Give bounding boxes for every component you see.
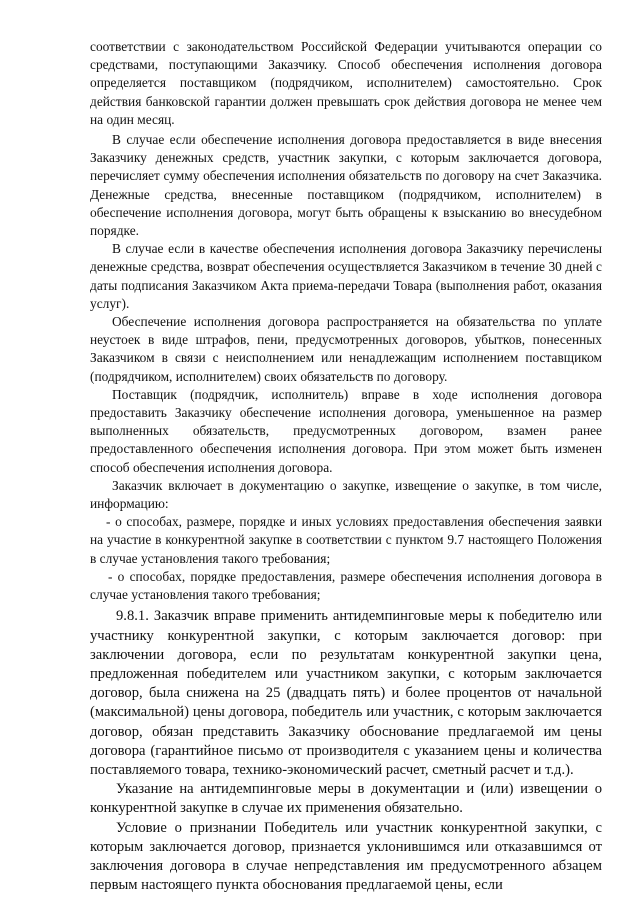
- paragraph-cash-security: В случае если обеспечение исполнения договора предоставляется в виде внесения Заказчику денежных средств, участник закупки, с которым заключается договора, перечисляет сумму обеспечения исполнения обязательств по договору на счет Заказчика. Денежные средства, внесенные поставщиком (подрядчиком, исполнителем) в обеспечение исполнения договора, могут быть обращены к взысканию во внесудебном порядке.: [90, 132, 602, 239]
- list-item-bid-security: - о способах, размере, порядке и иных условиях предоставления обеспечения заявки на участие в конкурентной закупке в соответствии с пунктом 9.7 настоящего Положения в случае установления такого требования;: [90, 514, 602, 566]
- paragraph-antidumping-measures: 9.8.1. Заказчик вправе применить антидемпинговые меры к победителю или участнику конкурентной закупки, с которым заключается договор: при заключении договора, если по результатам конкурентной закупки цена, предложенная победителем или участником закупки, с которым заключается договор, была снижена на 25 (двадцать пять) и более процентов от начальной (максимальной) цены договора, победитель или участник, с которым заключается договор, обязан представить Заказчику обоснование предлагаемой им цены договора (гарантийное письмо от производителя с указанием цены и количества поставляемого товара, технико-экономический расчет, сметный расчет и т.д.).: [90, 608, 602, 778]
- document-page: [90, 38, 602, 895]
- paragraph-evasion-condition: Условие о признании Победитель или участник конкурентной закупки, с которым заключается договор, признается уклонившимся или отказавшимся от заключения договора в случае непредставления им предусмотренного абзацем первым настоящего пункта обоснования предлагаемой цены, если: [90, 819, 602, 894]
- paragraph-security-return: В случае если в качестве обеспечения исполнения договора Заказчику перечислены денежные средства, возврат обеспечения осуществляется Заказчиком в течение 30 дней с даты подписания Заказчиком Акта приема-передачи Товара (выполнения работ, оказания услуг).: [90, 241, 602, 311]
- list-item-contract-security: - о способах, порядке предоставления, размере обеспечения исполнения договора в случае установления такого требования;: [90, 568, 602, 603]
- paragraph-security-method: соответствии с законодательством Российской Федерации учитываются операции со средствами, поступающими Заказчику. Способ обеспечения исполнения договора определяется поставщиком (подрядчиком, исполнителем) самостоятельно. Срок действия банковской гарантии должен превышать срок действия договора не менее чем на один месяц.: [90, 39, 602, 127]
- paragraph-security-reduction: Поставщик (подрядчик, исполнитель) вправе в ходе исполнения договора предоставить Заказчику обеспечение исполнения договора, уменьшенное на размер выполненных обязательств, предусмотренных договором, взамен ранее предоставленного обеспечения исполнения договора. При этом может быть изменен способ обеспечения исполнения договора.: [90, 386, 602, 475]
- paragraph-security-scope: Обеспечение исполнения договора распространяется на обязательства по уплате неустоек в виде штрафов, пени, предусмотренных договоров, убытков, понесенных Заказчиком в связи с неисполнением или ненадлежащим исполнением поставщиком (подрядчиком, исполнителем) своих обязательств по договору.: [90, 314, 602, 384]
- paragraph-antidumping-indication: Указание на антидемпинговые меры в документации и (или) извещении о конкурентной закупке в случае их применения обязательно.: [90, 781, 602, 817]
- paragraph-documentation-info: Заказчик включает в документацию о закупке, извещение о закупке, в том числе, информацию:: [90, 477, 602, 512]
